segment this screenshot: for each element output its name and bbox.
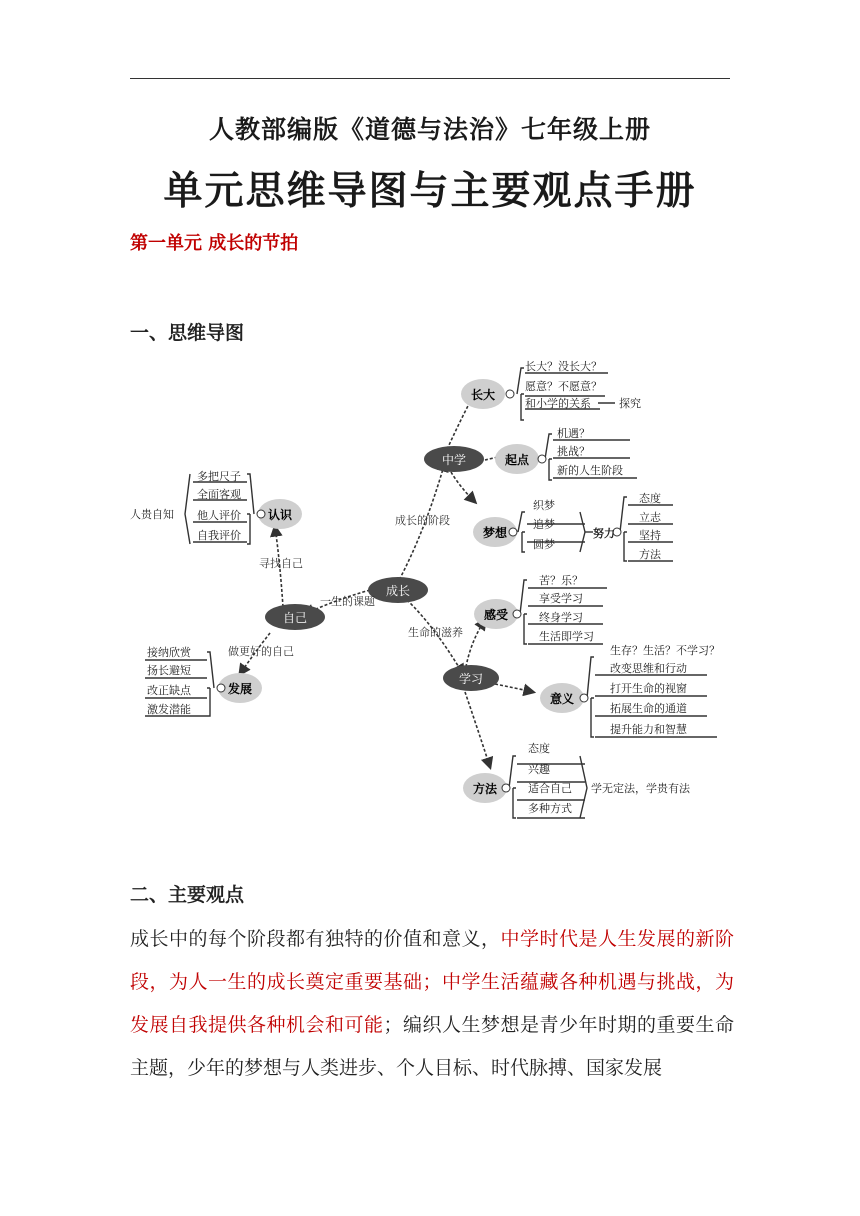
leaf-nuli-1: 态度 (639, 492, 661, 505)
node-fazhan: 发展 (227, 682, 253, 696)
leaf-nuli-2: 立志 (639, 511, 661, 524)
paragraph-text-normal: 成长中的每个阶段都有独特的价值和意义， (130, 928, 501, 950)
leaf-fazhan-4: 激发潜能 (147, 703, 191, 716)
leaf-qidian-3: 新的人生阶段 (557, 464, 623, 477)
leaf-zhangda-1: 长大？没长大？ (525, 360, 602, 373)
leaf-fangfa-4: 多种方式 (528, 802, 572, 815)
mind-map (125, 352, 735, 822)
leaf-renshi-3: 他人评价 (197, 509, 241, 522)
leaf-zhangda-explore: 探究 (619, 397, 641, 410)
node-zhangda: 长大 (470, 388, 496, 402)
leaf-zhangda-2: 愿意？不愿意？ (525, 380, 602, 393)
node-yiyi: 意义 (549, 692, 575, 706)
unit-title: 第一单元 成长的节拍 (130, 233, 299, 254)
relation-lifelong: 一生的课题 (320, 595, 375, 608)
top-rule (130, 78, 730, 79)
mindmap-brackets (145, 368, 717, 818)
node-center-label: 成长 (385, 584, 411, 598)
leaf-fangfa-1: 态度 (528, 742, 550, 755)
node-mengxiang: 梦想 (482, 526, 508, 540)
section-heading-mindmap: 一、思维导图 (130, 322, 245, 344)
paragraph-text-highlight: 中学时代是人生发展的新阶段，为人一生的成长奠定重要基础；中学生活蕴藏各种机遇与挑战，为发展自我提供各种机会和可能 (130, 928, 734, 1036)
relation-better: 做更好的自己 (228, 645, 294, 658)
node-qidian: 起点 (504, 453, 530, 467)
relation-findself: 寻找自己 (259, 557, 303, 570)
leaf-yiyi-3: 打开生命的视窗 (610, 682, 687, 695)
leaf-fangfa-right: 学无定法，学贵有法 (591, 782, 690, 795)
relation-stage: 成长的阶段 (395, 514, 450, 527)
section-heading-viewpoints: 二、主要观点 (130, 884, 245, 906)
node-renshi: 认识 (267, 508, 293, 522)
leaf-renshi-4: 自我评价 (197, 529, 241, 542)
leaf-renshi-1: 多把尺子 (197, 470, 241, 483)
viewpoint-paragraph (130, 918, 734, 1090)
leaf-renshi-2: 全面客观 (197, 488, 241, 501)
leaf-mengxiang-1: 织梦 (533, 499, 555, 512)
leaf-ganshou-3: 终身学习 (539, 611, 583, 624)
leaf-nuli-3: 坚持 (639, 529, 661, 542)
leaf-yiyi-4: 拓展生命的通道 (610, 702, 687, 715)
leaf-renshi-left: 人贵自知 (130, 508, 174, 521)
leaf-zhangda-3: 和小学的关系 (525, 397, 591, 410)
document-subtitle: 人教部编版《道德与法治》七年级上册 (208, 115, 651, 144)
node-xuexi-label: 学习 (458, 672, 484, 686)
leaf-mengxiang-3: 圆梦 (533, 538, 555, 551)
relation-nourish: 生命的滋养 (408, 626, 463, 639)
leaf-mengxiang-2: 追梦 (533, 518, 555, 531)
node-ganshou: 感受 (483, 608, 509, 622)
leaf-qidian-1: 机遇？ (557, 427, 590, 440)
leaf-ganshou-1: 苦？乐？ (539, 574, 583, 587)
leaf-yiyi-2: 改变思维和行动 (610, 662, 687, 675)
leaf-ganshou-4: 生活即学习 (539, 630, 594, 643)
leaf-fazhan-3: 改正缺点 (147, 684, 191, 697)
leaf-yiyi-5: 提升能力和智慧 (610, 723, 687, 736)
leaf-fazhan-1: 接纳欣赏 (147, 646, 191, 659)
leaf-fazhan-2: 扬长避短 (147, 664, 191, 677)
node-ziji-label: 自己 (282, 611, 308, 625)
node-zhongxue-label: 中学 (441, 453, 467, 467)
paragraph-text-normal-2: ；编织人生梦想是青少年时期的重要生命主题，少年的梦想与人类进步、个人目标、时代脉搏、国家发展 (130, 1014, 734, 1079)
leaf-fangfa-3: 适合自己 (528, 782, 572, 795)
document-title: 单元思维导图与主要观点手册 (163, 168, 697, 214)
leaf-yiyi-1: 生存？生活？不学习？ (610, 644, 720, 657)
leaf-nuli-4: 方法 (639, 548, 661, 561)
node-nuli: 努力 (593, 527, 615, 540)
leaf-fangfa-2: 兴趣 (528, 763, 550, 776)
leaf-ganshou-2: 享受学习 (539, 592, 583, 605)
node-fangfa: 方法 (472, 782, 498, 796)
leaf-qidian-2: 挑战？ (557, 445, 590, 458)
